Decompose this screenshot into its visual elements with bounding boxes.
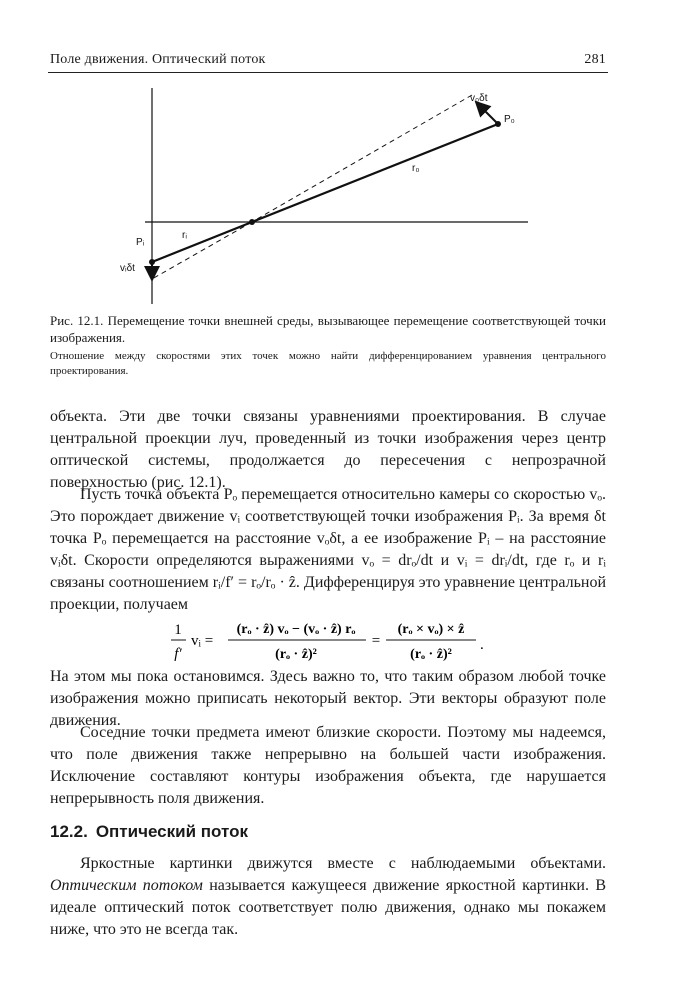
eq-mid-num: (rₒ · ẑ) vₒ − (vₒ · ẑ) rₒ xyxy=(236,622,356,637)
p5-term: Оптическим потоком xyxy=(50,877,203,894)
eq-rhs-num: (rₒ × vₒ) × ẑ xyxy=(397,622,465,637)
paragraph-1: объекта. Эти две точки связаны уравнениями проектирования. В случае центральной проекции луч, проведенный из точки изображения через центр оптической системы, продолжается до пересечения с непрозрачной поверхностью (рис. 12.1). xyxy=(50,408,606,491)
point-pi xyxy=(149,259,155,265)
section-heading xyxy=(50,822,248,842)
label-vo-dt: v₀δt xyxy=(470,93,488,104)
point-po xyxy=(495,121,501,127)
label-pi: Pᵢ xyxy=(136,237,145,248)
header-rule xyxy=(48,72,608,73)
section-title-text: Оптический поток xyxy=(95,822,248,841)
paragraph-3: На этом мы пока остановимся. Здесь важно то, что таким образом любой точке изображения можно приписать некоторый вектор. Эти векторы образуют поле движения. xyxy=(50,668,606,729)
paragraph-5 xyxy=(50,853,606,941)
eq-rhs-den: (rₒ · ẑ)² xyxy=(410,647,452,662)
section-number: 12.2. xyxy=(50,822,88,841)
paragraph-2: Пусть точка объекта Pₒ перемещается относительно камеры со скоростью vₒ. Это порождает движение vᵢ соответствующей точки изображения Pᵢ. За время δt точка Pₒ перемещается на расстояние vₒδt, а ее изображение Pᵢ – на расстояние vᵢδt. Скорости определяются выражениями vₒ = drₒ/dt и vᵢ = drᵢ/dt, где rₒ и rᵢ связаны соотношением rᵢ/f′ = rₒ/rₒ · ẑ. Дифференцируя это уравнение центральной проекции, получаем xyxy=(50,486,606,613)
running-head-title: Поле движения. Оптический поток xyxy=(50,52,266,67)
figure-caption: Рис. 12.1. Перемещение точки внешней среды, вызывающее перемещение соответствующей точки изображения. xyxy=(50,313,606,345)
label-po: P₀ xyxy=(504,114,515,125)
eq-lhs-den: f′ xyxy=(174,646,182,662)
label-ro: r₀ xyxy=(412,163,420,174)
p5-rest: называется кажущееся движение яркостной картинки. В идеале оптический поток соответствует полю движения, однако мы покажем ниже, что это не всегда так. xyxy=(50,877,606,938)
dashed-ray-upper xyxy=(252,95,472,222)
lens-center xyxy=(249,219,255,225)
equation-velocity xyxy=(170,617,490,667)
figure-caption-note: Отношение между скоростями этих точек можно найти дифференцированием уравнения центрального проектирования. xyxy=(50,350,606,377)
vo-arrow xyxy=(476,102,498,124)
eq-lhs-var: vᵢ = xyxy=(191,633,214,649)
eq-equals: = xyxy=(371,633,381,649)
page-number: 281 xyxy=(584,52,606,67)
label-vi-dt: vᵢδt xyxy=(120,263,135,274)
dashed-ray-lower xyxy=(152,222,252,279)
eq-mid-den: (rₒ · ẑ)² xyxy=(275,647,317,662)
p5-start: Яркостные картинки движутся вместе с наблюдаемыми объектами. xyxy=(80,855,606,872)
eq-end: . xyxy=(480,637,484,653)
figure-12-1 xyxy=(100,82,540,304)
paragraph-4: Соседние точки предмета имеют близкие скорости. Поэтому мы надеемся, что поле движения также непрерывно на большей части изображения. Исключение составляют контуры изображения объекта, где нарушается непрерывность поля движения. xyxy=(50,724,606,807)
label-ri: rᵢ xyxy=(182,230,187,241)
eq-lhs-num: 1 xyxy=(174,622,182,638)
projection-diagram xyxy=(100,82,540,304)
ray-ri xyxy=(152,222,252,262)
equation-svg xyxy=(170,617,490,667)
